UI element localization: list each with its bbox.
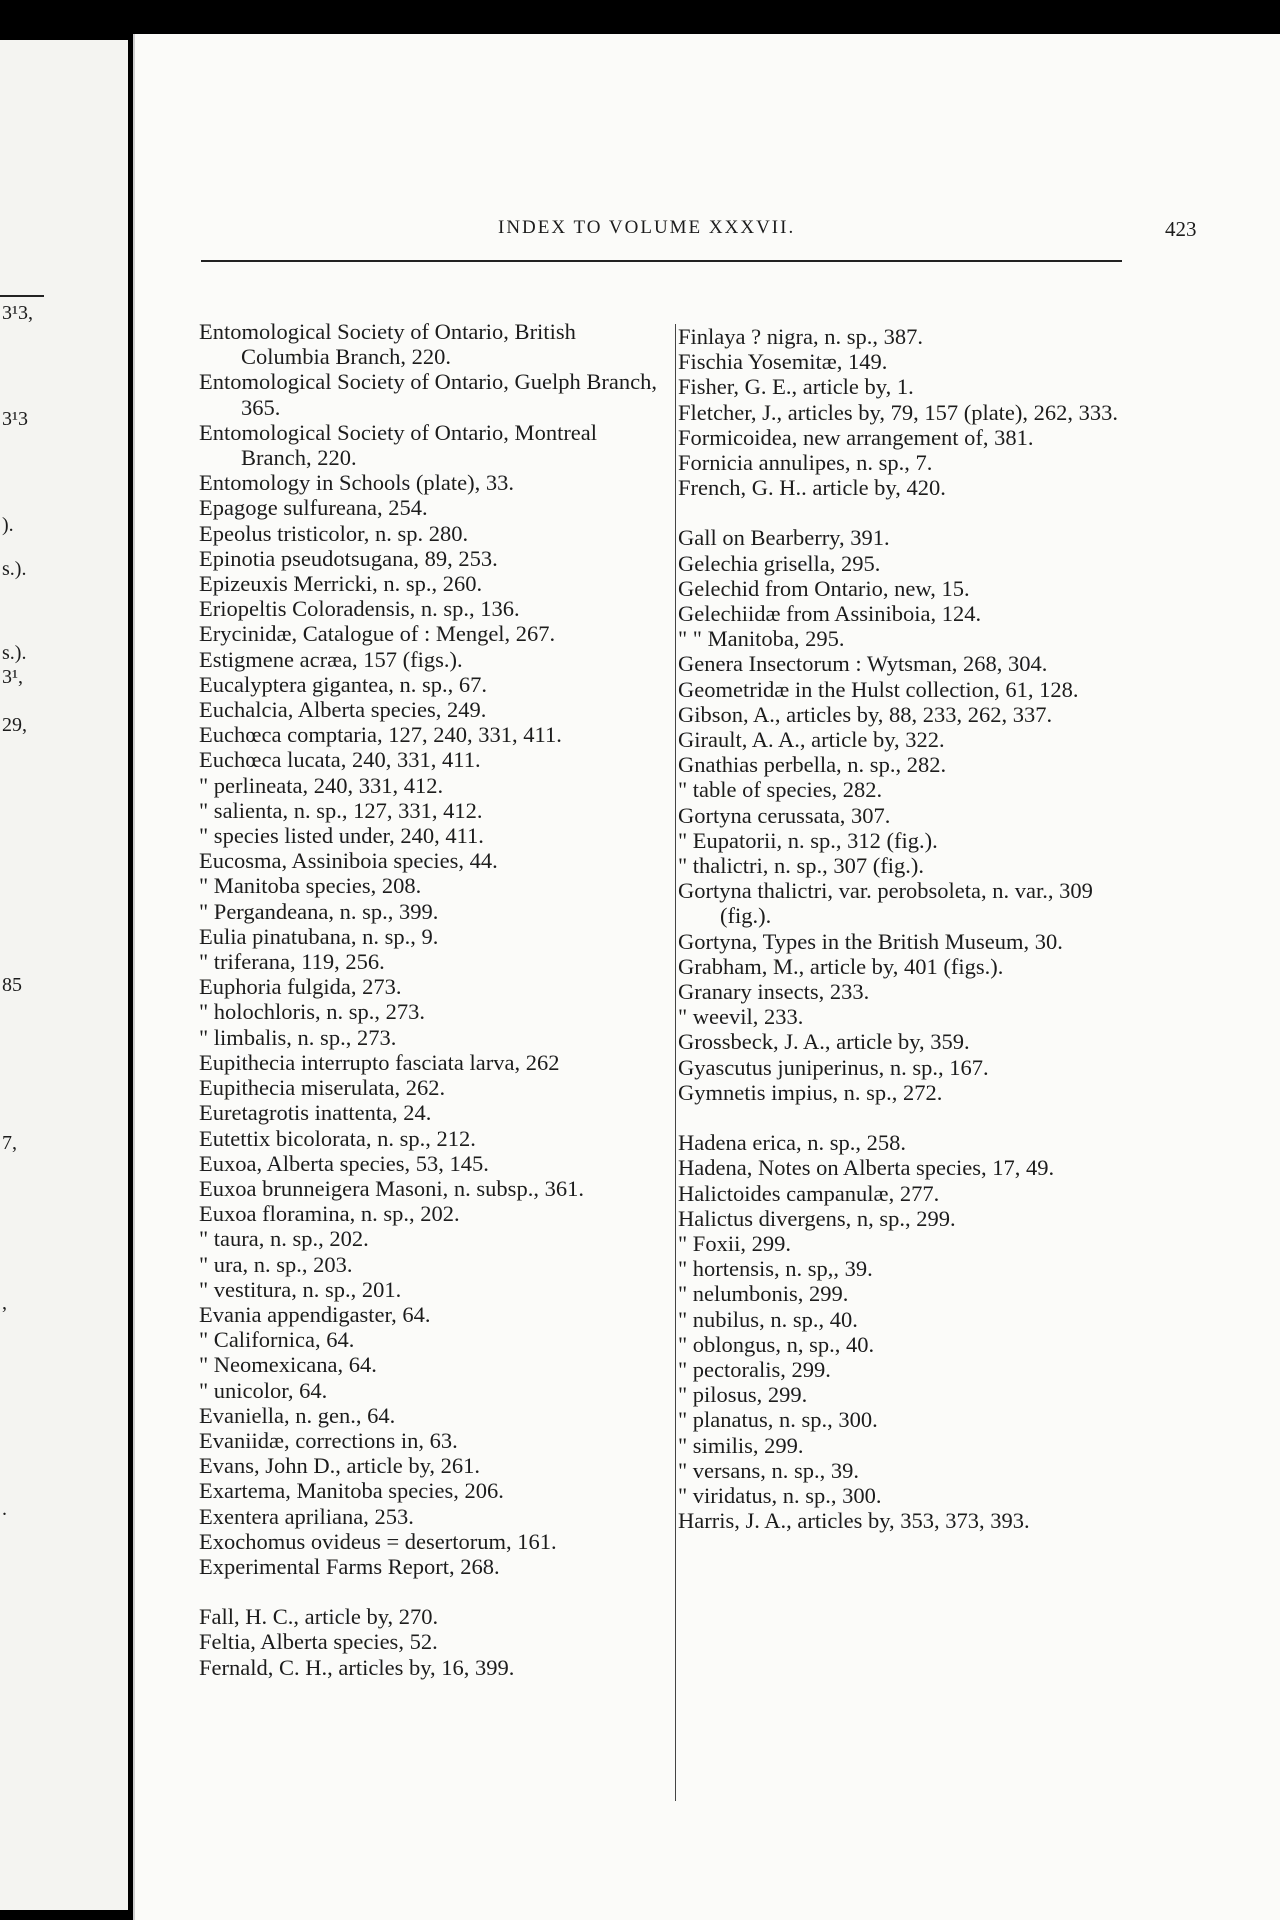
index-entry: Granary insects, 233. (678, 979, 870, 1005)
index-entry: Formicoidea, new arrangement of, 381. (678, 424, 1034, 450)
previous-page-edge (0, 40, 128, 1910)
index-entry: Eriopeltis Coloradensis, n. sp., 136. (199, 596, 520, 622)
index-entry: Euretagrotis inattenta, 24. (199, 1100, 432, 1126)
index-entry: Exartema, Manitoba species, 206. (199, 1478, 504, 1504)
index-entry: " Neomexicana, 64. (199, 1352, 377, 1378)
previous-page-fragment: , (2, 1292, 7, 1314)
index-section-gap (199, 1579, 665, 1604)
index-entry: Eupithecia interrupto fasciata larva, 262 (199, 1049, 560, 1075)
index-entry: Grabham, M., article by, 401 (figs.). (678, 953, 1004, 979)
previous-page-fragment: . (2, 1498, 7, 1520)
index-entry: Finlaya ? nigra, n. sp., 387. (678, 324, 923, 349)
index-entry: Gelechid from Ontario, new, 15. (678, 575, 970, 601)
index-entry: Gibson, A., articles by, 88, 233, 262, 337. (678, 701, 1053, 727)
index-entry: " triferana, 119, 256. (199, 949, 385, 975)
index-entry: " pilosus, 299. (678, 1382, 808, 1408)
index-entry: " weevil, 233. (678, 1004, 804, 1030)
previous-page-fragment: 29, (2, 714, 27, 736)
index-entry: " Californica, 64. (199, 1327, 355, 1353)
index-entry: Entomological Society of Ontario, Guelph Branch, 365. (199, 369, 658, 420)
index-entry: Evaniella, n. gen., 64. (199, 1402, 396, 1428)
index-entry: Halictoides campanulæ, 277. (678, 1180, 940, 1206)
index-entry: " similis, 299. (678, 1432, 804, 1458)
index-entry: Epizeuxis Merricki, n. sp., 260. (199, 571, 483, 597)
index-entry: Evans, John D., article by, 261. (199, 1453, 480, 1479)
index-column-right (678, 324, 1124, 1533)
index-entry: " oblongus, n, sp., 40. (678, 1331, 875, 1357)
previous-page-fragment: 85 (2, 974, 22, 996)
index-section-gap (678, 1105, 1124, 1130)
index-entry: Euxoa brunneigera Masoni, n. subsp., 361. (199, 1175, 584, 1201)
page-number: 423 (1165, 217, 1197, 241)
index-entry: Genera Insectorum : Wytsman, 268, 304. (678, 651, 1048, 677)
index-entry: Entomology in Schools (plate), 33. (199, 470, 514, 496)
index-entry: Epagoge sulfureana, 254. (199, 495, 428, 521)
index-entry: Euxoa floramina, n. sp., 202. (199, 1201, 460, 1227)
index-entry: " Eupatorii, n. sp., 312 (fig.). (678, 827, 938, 853)
index-entry: Eupithecia miserulata, 262. (199, 1075, 446, 1101)
index-entry: Harris, J. A., articles by, 353, 373, 393. (678, 1508, 1030, 1534)
index-entry: Hadena erica, n. sp., 258. (678, 1130, 907, 1156)
index-entry: Fisher, G. E., article by, 1. (678, 374, 914, 400)
previous-page-fragment: 3¹3 (2, 408, 28, 430)
previous-page-fragment: s.). (2, 558, 27, 580)
index-entry: " limbalis, n. sp., 273. (199, 1024, 397, 1050)
index-entry: Experimental Farms Report, 268. (199, 1553, 500, 1579)
index-entry: " thalictri, n. sp., 307 (fig.). (678, 853, 925, 879)
index-entry: Fernald, C. H., articles by, 16, 399. (199, 1654, 515, 1680)
index-entry: " holochloris, n. sp., 273. (199, 999, 426, 1025)
index-entry: " unicolor, 64. (199, 1377, 328, 1403)
index-entry: " taura, n. sp., 202. (199, 1226, 369, 1252)
index-entry: Gortyna cerussata, 307. (678, 802, 891, 828)
index-entry: Grossbeck, J. A., article by, 359. (678, 1029, 970, 1055)
index-entry: Gall on Bearberry, 391. (678, 525, 890, 551)
index-entry: Entomological Society of Ontario, Montreal Branch, 220. (199, 419, 598, 471)
index-entry: Gnathias perbella, n. sp., 282. (678, 752, 947, 778)
index-entry: Estigmene acræa, 157 (figs.). (199, 646, 463, 672)
index-entry: Evania appendigaster, 64. (199, 1301, 431, 1327)
index-entry: Eulia pinatubana, n. sp., 9. (199, 923, 439, 949)
index-entry: Fall, H. C., article by, 270. (199, 1604, 439, 1630)
index-entry: " perlineata, 240, 331, 412. (199, 772, 444, 798)
index-entry: Gelechiidæ from Assiniboia, 124. (678, 601, 982, 627)
index-section-gap (678, 500, 1124, 525)
index-entry: " species listed under, 240, 411. (199, 823, 484, 849)
header-rule-right (576, 260, 1122, 262)
previous-page-fragment: 3¹, (2, 666, 23, 688)
index-entry: " vestitura, n. sp., 201. (199, 1276, 402, 1302)
index-entry: " Pergandeana, n. sp., 399. (199, 898, 439, 924)
previous-page-rule (0, 295, 44, 297)
index-entry: Exentera apriliana, 253. (199, 1503, 414, 1529)
index-entry: Entomological Society of Ontario, British Columbia Branch, 220. (199, 319, 576, 370)
index-entry: French, G. H.. article by, 420. (678, 475, 946, 501)
previous-page-fragment: s.). (2, 642, 27, 664)
index-entry: Euxoa, Alberta species, 53, 145. (199, 1150, 489, 1176)
previous-page-fragment: ). (2, 514, 14, 536)
previous-page-fragment: 3¹3, (2, 302, 33, 324)
index-entry: Fletcher, J., articles by, 79, 157 (plate), 262, 333. (678, 399, 1119, 425)
index-entry: " planatus, n. sp., 300. (678, 1407, 878, 1433)
index-column-left (199, 319, 665, 1680)
index-entry: Euchœca lucata, 240, 331, 411. (199, 747, 481, 773)
index-entry: Eutettix bicolorata, n. sp., 212. (199, 1125, 476, 1151)
index-entry: Girault, A. A., article by, 322. (678, 727, 945, 753)
index-entry: Eucalyptera gigantea, n. sp., 67. (199, 671, 488, 697)
index-entry: Gyascutus juniperinus, n. sp., 167. (678, 1054, 989, 1080)
index-entry: Gortyna thalictri, var. perobsoleta, n. var., 309 (fig.). (678, 878, 1093, 929)
index-entry: " " Manitoba, 295. (678, 626, 845, 652)
index-entry: Euchœca comptaria, 127, 240, 331, 411. (199, 722, 562, 748)
index-entry: Eucosma, Assiniboia species, 44. (199, 848, 498, 874)
index-entry: " ura, n. sp., 203. (199, 1251, 353, 1277)
index-entry: Gymnetis impius, n. sp., 272. (678, 1079, 943, 1105)
index-entry: Geometridæ in the Hulst collection, 61, 128. (678, 676, 1079, 702)
index-entry: " Manitoba species, 208. (199, 873, 422, 899)
index-entry: " Foxii, 299. (678, 1230, 791, 1256)
index-entry: Erycinidæ, Catalogue of : Mengel, 267. (199, 621, 556, 647)
running-head: INDEX TO VOLUME XXXVII. (498, 217, 796, 238)
index-entry: " pectoralis, 299. (678, 1356, 831, 1382)
index-entry: Epinotia pseudotsugana, 89, 253. (199, 545, 498, 571)
index-entry: " viridatus, n. sp., 300. (678, 1482, 882, 1508)
index-entry: Gelechia grisella, 295. (678, 550, 881, 576)
index-entry: Epeolus tristicolor, n. sp. 280. (199, 520, 469, 546)
index-entry: Hadena, Notes on Alberta species, 17, 49. (678, 1155, 1055, 1181)
index-entry: Euphoria fulgida, 273. (199, 974, 402, 1000)
column-divider (675, 324, 676, 1801)
index-entry: Fornicia annulipes, n. sp., 7. (678, 450, 933, 476)
header-rule-left (201, 260, 576, 262)
index-page (133, 34, 1280, 1920)
index-entry: Feltia, Alberta species, 52. (199, 1629, 438, 1655)
index-entry: Euchalcia, Alberta species, 249. (199, 697, 487, 723)
index-entry: " table of species, 282. (678, 777, 883, 803)
index-entry: Halictus divergens, n, sp., 299. (678, 1205, 956, 1231)
index-entry: Exochomus ovideus = desertorum, 161. (199, 1528, 557, 1554)
index-entry: Gortyna, Types in the British Museum, 30. (678, 928, 1063, 954)
index-entry: " nubilus, n. sp., 40. (678, 1306, 858, 1332)
index-entry: " nelumbonis, 299. (678, 1281, 849, 1307)
index-entry: Fischia Yosemitæ, 149. (678, 349, 888, 375)
index-entry: " versans, n. sp., 39. (678, 1457, 860, 1483)
previous-page-fragment: 7, (2, 1132, 17, 1154)
index-entry: Evaniidæ, corrections in, 63. (199, 1427, 458, 1453)
index-entry: " hortensis, n. sp,, 39. (678, 1256, 873, 1282)
index-entry: " salienta, n. sp., 127, 331, 412. (199, 797, 483, 823)
